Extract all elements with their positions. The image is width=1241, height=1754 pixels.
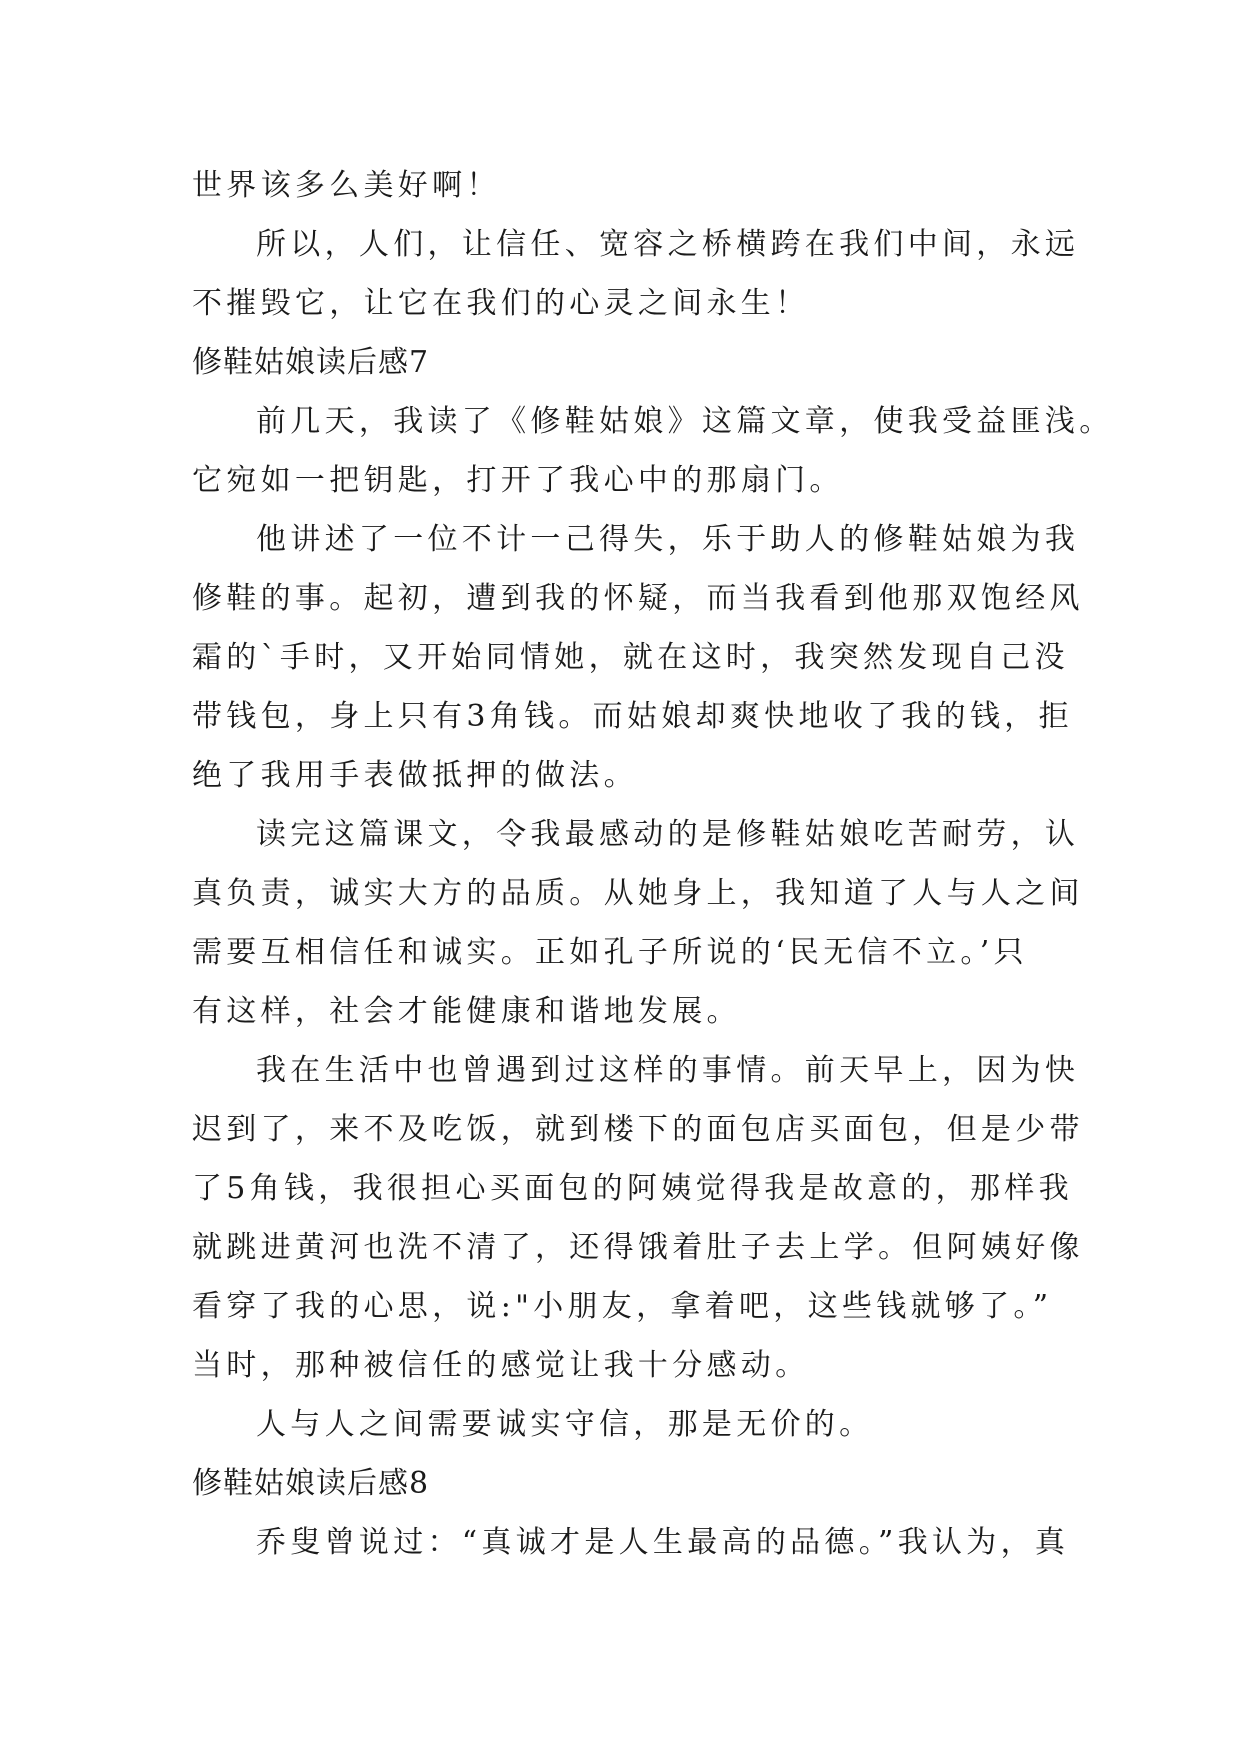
paragraph-first-line: 读完这篇课文，令我最感动的是修鞋姑娘吃苦耐劳，认 xyxy=(256,817,1080,852)
text-line: 了5角钱，我很担心买面包的阿姨觉得我是故意的，那样我 xyxy=(192,1171,1073,1206)
paragraph-first-line: 乔叟曾说过：“真诚才是人生最高的品德。”我认为，真 xyxy=(256,1525,1070,1560)
text-line: 霜的`手时，又开始同情她，就在这时，我突然发现自己没 xyxy=(192,640,1069,675)
text-line: 有这样，社会才能健康和谐地发展。 xyxy=(192,994,741,1029)
paragraph-first-line: 他讲述了一位不计一己得失，乐于助人的修鞋姑娘为我 xyxy=(256,522,1080,557)
section-heading: 修鞋姑娘读后感8 xyxy=(192,1466,430,1501)
paragraph-first-line: 人与人之间需要诚实守信，那是无价的。 xyxy=(256,1407,874,1442)
text-line: 不摧毁它，让它在我们的心灵之间永生！ xyxy=(192,286,810,321)
text-line: 就跳进黄河也洗不清了，还得饿着肚子去上学。但阿姨好像 xyxy=(192,1230,1084,1265)
text-line: 真负责，诚实大方的品质。从她身上，我知道了人与人之间 xyxy=(192,876,1084,911)
text-line: 当时，那种被信任的感觉让我十分感动。 xyxy=(192,1348,810,1383)
text-line: 它宛如一把钥匙，打开了我心中的那扇门。 xyxy=(192,463,844,498)
text-line: 迟到了，来不及吃饭，就到楼下的面包店买面包，但是少带 xyxy=(192,1112,1084,1147)
text-line: 看穿了我的心思，说:"小朋友，拿着吧，这些钱就够了。” xyxy=(192,1289,1053,1324)
text-line: 修鞋的事。起初，遭到我的怀疑，而当我看到他那双饱经风 xyxy=(192,581,1084,616)
text-line: 绝了我用手表做抵押的做法。 xyxy=(192,758,638,793)
paragraph-first-line: 所以，人们，让信任、宽容之桥横跨在我们中间，永远 xyxy=(256,227,1080,262)
section-heading: 修鞋姑娘读后感7 xyxy=(192,345,430,380)
text-line: 带钱包，身上只有3角钱。而姑娘却爽快地收了我的钱，拒 xyxy=(192,699,1073,734)
paragraph-first-line: 我在生活中也曾遇到过这样的事情。前天早上，因为快 xyxy=(256,1053,1080,1088)
text-line: 世界该多么美好啊！ xyxy=(192,168,501,203)
paragraph-first-line: 前几天，我读了《修鞋姑娘》这篇文章，使我受益匪浅。 xyxy=(256,404,1114,439)
text-line: 需要互相信任和诚实。正如孔子所说的‘民无信不立。’只 xyxy=(192,935,1028,970)
